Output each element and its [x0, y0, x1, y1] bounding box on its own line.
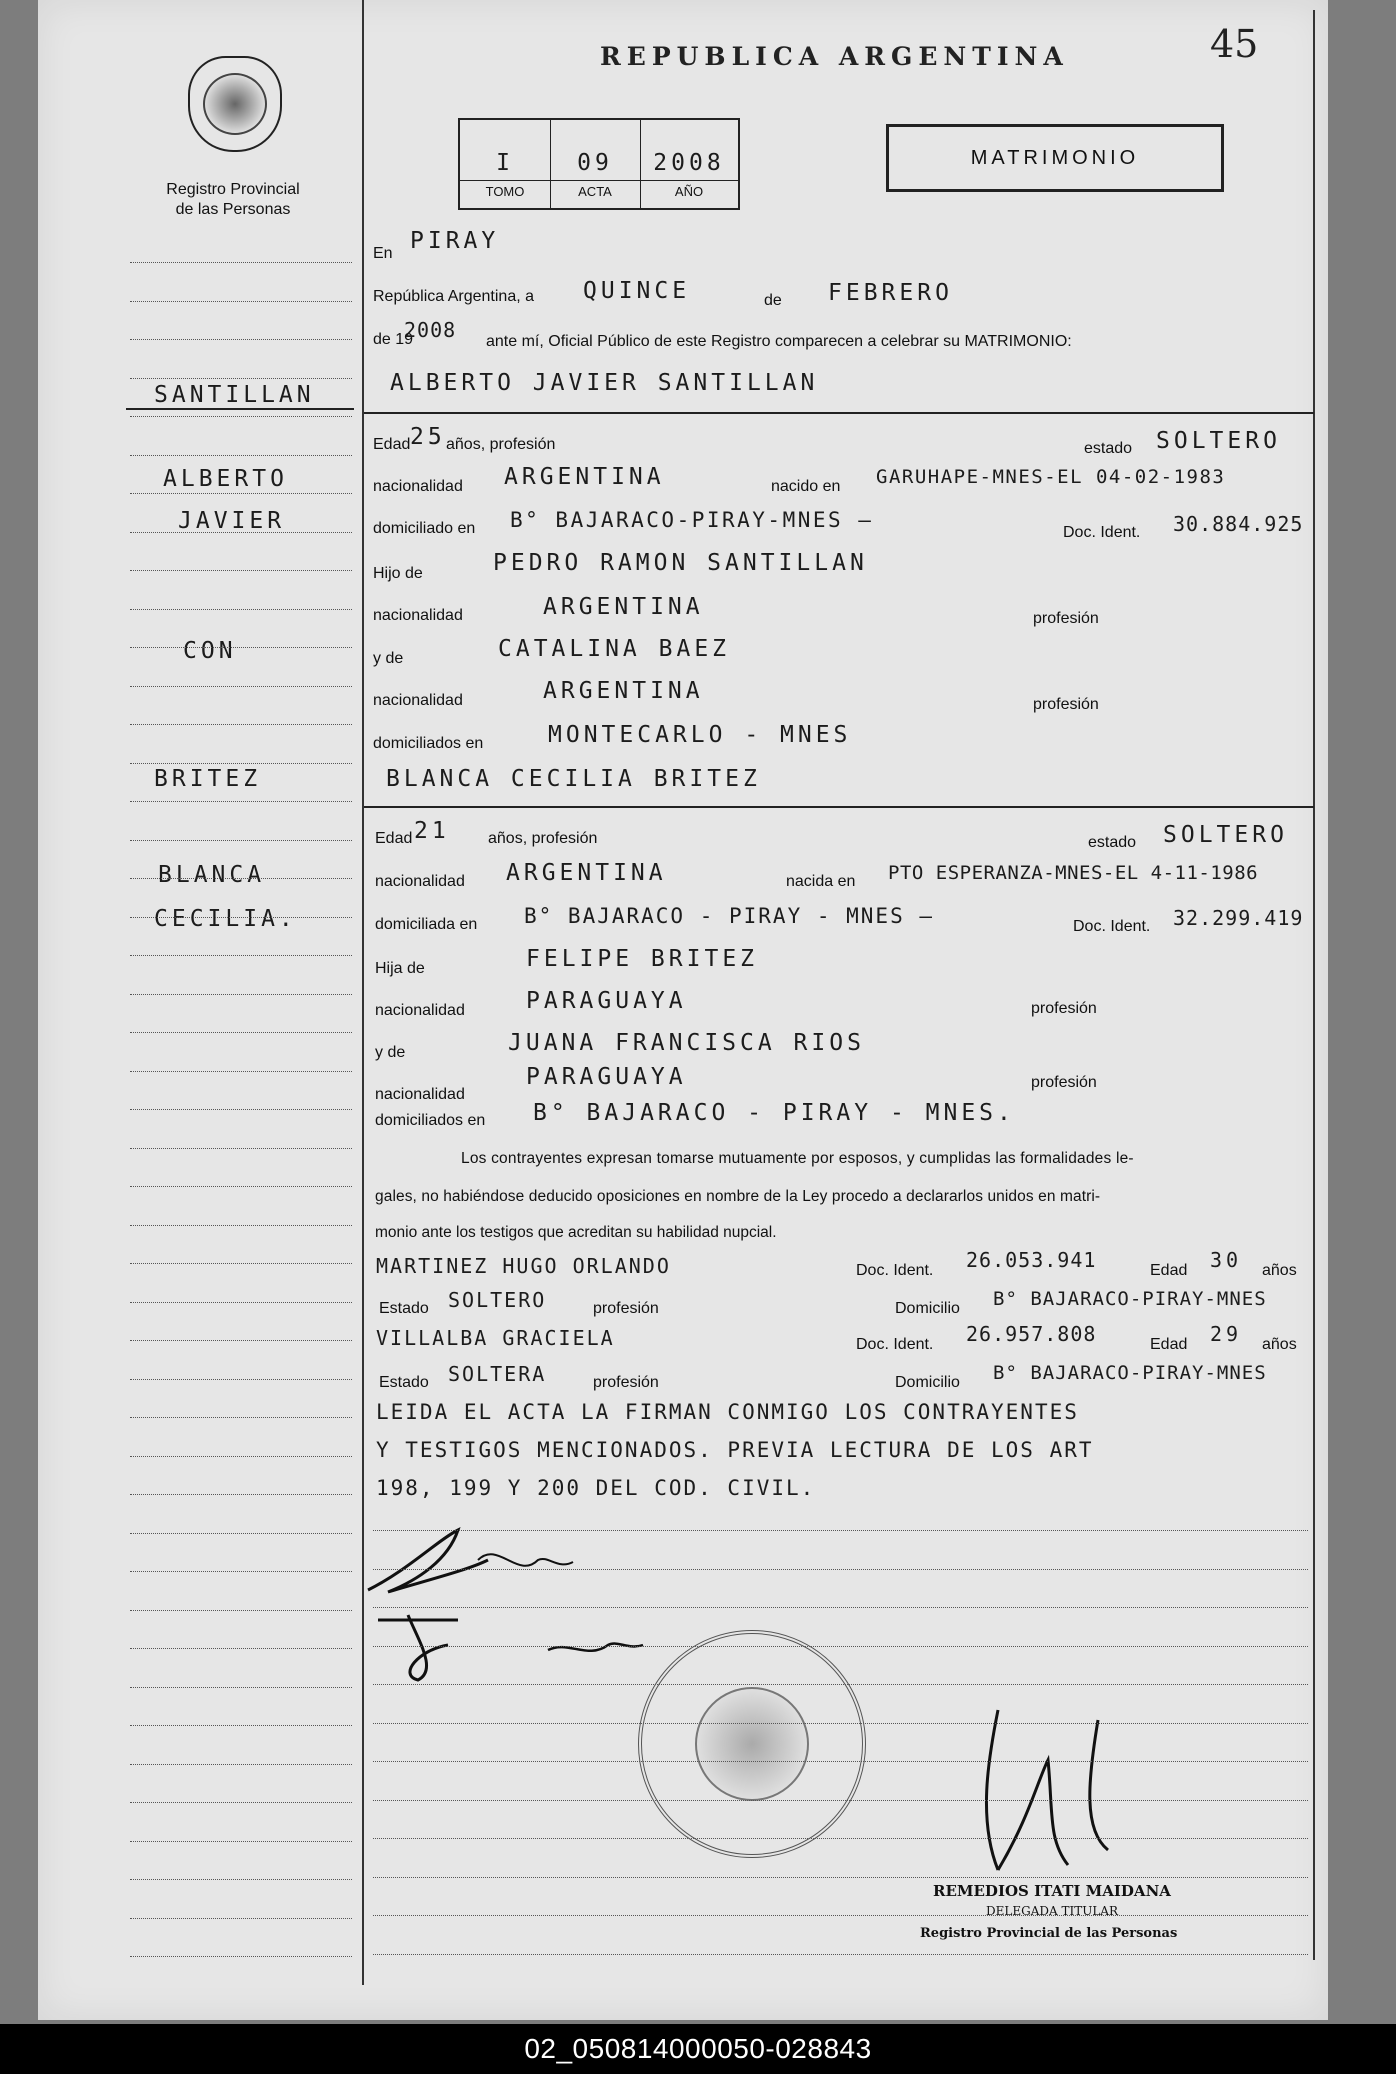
witness1-dom-label: Domicilio: [895, 1300, 960, 1317]
bride-domicilio: B° BAJARACO - PIRAY - MNES —: [524, 904, 935, 928]
bride-doc: 32.299.419: [1173, 906, 1304, 930]
country-title: REPUBLICA ARGENTINA: [600, 42, 1069, 71]
body-rule: [373, 1569, 1308, 1571]
republica-label: República Argentina, a: [373, 288, 534, 305]
scan-id-footer: 02_050814000050-028843: [0, 2024, 1396, 2074]
margin-rule: [130, 570, 352, 572]
document-type: MATRIMONIO: [970, 146, 1140, 169]
margin-rule: [130, 1918, 352, 1920]
groom-estado: SOLTERO: [1156, 428, 1281, 454]
margin-rule: [130, 1533, 352, 1535]
groom-madre-nac-label: nacionalidad: [373, 692, 463, 709]
acta-label: ACTA: [578, 184, 612, 199]
witness1-domicilio: B° BAJARACO-PIRAY-MNES: [993, 1288, 1267, 1310]
margin-rule: [130, 686, 352, 688]
day: QUINCE: [583, 278, 691, 304]
official-org: Registro Provincial de las Personas: [920, 1926, 1178, 1941]
margin-rule: [130, 262, 352, 264]
witness2-name: VILLALBA GRACIELA: [376, 1326, 615, 1350]
month: FEBRERO: [828, 280, 953, 306]
groom-edad-label: Edad: [373, 436, 411, 453]
body-rule: [373, 1838, 1308, 1840]
margin-con: CON: [183, 638, 237, 664]
body-rule: [373, 1530, 1308, 1532]
margin-rule: [130, 1032, 352, 1034]
witness1-estado: SOLTERO: [448, 1288, 547, 1312]
margin-rule: [130, 1263, 352, 1265]
witness2-edad-label: Edad: [1150, 1336, 1188, 1353]
body-rule: [373, 1607, 1308, 1609]
witness1-prof-label: profesión: [593, 1300, 659, 1317]
groom-edad: 25: [410, 424, 446, 450]
body-rule: [373, 1915, 1308, 1917]
margin-rule: [130, 763, 352, 765]
groom-nacionalidad: ARGENTINA: [504, 464, 665, 490]
witness1-anios-label: años: [1262, 1262, 1297, 1279]
witness2-domicilio: B° BAJARACO-PIRAY-MNES: [993, 1362, 1267, 1384]
registry-seal-icon: [188, 56, 282, 152]
en-label: En: [373, 245, 393, 262]
margin-rule: [130, 1879, 352, 1881]
closing-line-1: LEIDA EL ACTA LA FIRMAN CONMIGO LOS CONTRAYENTES: [376, 1400, 1079, 1424]
groom-padre-nac-label: nacionalidad: [373, 607, 463, 624]
groom-nacido-label: nacido en: [771, 478, 841, 495]
bride-yde-label: y de: [375, 1044, 406, 1061]
margin-rule: [130, 416, 352, 418]
page-number: 45: [1210, 22, 1259, 66]
margin-rule: [130, 1071, 352, 1073]
right-border: [1313, 10, 1315, 1960]
body-rule: [373, 1954, 1308, 1956]
bride-nacida-label: nacida en: [786, 873, 856, 890]
body-rule: [373, 1646, 1308, 1648]
margin-name2: JAVIER: [178, 508, 286, 534]
bride-padre-prof-label: profesión: [1031, 1000, 1097, 1017]
bride-nacida: PTO ESPERANZA-MNES-EL 4-11-1986: [888, 862, 1259, 884]
document-type-box: [886, 124, 1224, 192]
registry-number-box: [458, 118, 740, 210]
margin-rule: [130, 917, 352, 919]
witness2-anios-label: años: [1262, 1336, 1297, 1353]
margin-rule: [130, 1109, 352, 1111]
margin-rule: [130, 1379, 352, 1381]
groom-estado-label: estado: [1084, 440, 1133, 457]
margin-rule: [130, 1456, 352, 1458]
year: 2008: [404, 318, 457, 342]
margin-rule: [130, 1302, 352, 1304]
tomo-value: I: [496, 150, 514, 176]
margin-surname-bride: BRITEZ: [154, 766, 262, 792]
witness2-doc: 26.957.808: [966, 1322, 1097, 1346]
witness2-prof-label: profesión: [593, 1374, 659, 1391]
year-prefix: de 19: [373, 331, 414, 348]
body-line-3: monio ante los testigos que acreditan su habilidad nupcial.: [375, 1224, 777, 1241]
margin-rule: [130, 1417, 352, 1419]
groom-doc-label: Doc. Ident.: [1063, 524, 1141, 541]
official-stamp-icon: [638, 1630, 866, 1858]
groom-madre-nac: ARGENTINA: [543, 678, 704, 704]
groom-full-name: ALBERTO JAVIER SANTILLAN: [390, 370, 819, 396]
place: PIRAY: [410, 228, 500, 254]
groom-padre-prof-label: profesión: [1033, 610, 1099, 627]
margin-name1: ALBERTO: [163, 466, 288, 492]
groom-madre-prof-label: profesión: [1033, 696, 1099, 713]
bride-doc-label: Doc. Ident.: [1073, 918, 1151, 935]
witness1-doc-label: Doc. Ident.: [856, 1262, 934, 1279]
bride-madre-nac-label: nacionalidad: [375, 1086, 465, 1103]
official-title: DELEGADA TITULAR: [986, 1904, 1118, 1918]
tomo-label: TOMO: [485, 184, 525, 199]
witness2-estado-label: Estado: [379, 1374, 429, 1391]
bride-full-name: BLANCA CECILIA BRITEZ: [386, 766, 761, 792]
margin-rule: [130, 1725, 352, 1727]
groom-doms-label: domiciliados en: [373, 735, 484, 752]
witness2-estado: SOLTERA: [448, 1362, 547, 1386]
witness1-edad: 30: [1210, 1248, 1243, 1272]
margin-rule: [130, 955, 352, 957]
margin-rule: [130, 378, 352, 380]
groom-dom-label: domiciliado en: [373, 520, 476, 537]
body-rule: [373, 1723, 1308, 1725]
bride-dom-label: domiciliada en: [375, 916, 478, 933]
bride-nacionalidad: ARGENTINA: [506, 860, 667, 886]
body-rule: [373, 1877, 1308, 1879]
margin-rule: [130, 878, 352, 880]
bride-madre: JUANA FRANCISCA RIOS: [508, 1030, 865, 1056]
bride-padre-nac-label: nacionalidad: [375, 1002, 465, 1019]
margin-surname-groom: SANTILLAN: [154, 382, 315, 408]
witness2-doc-label: Doc. Ident.: [856, 1336, 934, 1353]
groom-padre-nac: ARGENTINA: [543, 594, 704, 620]
groom-nac-label: nacionalidad: [373, 478, 463, 495]
margin-rule: [130, 1148, 352, 1150]
bride-edad-label: Edad: [375, 830, 413, 847]
bride-padre: FELIPE BRITEZ: [526, 946, 759, 972]
year-suffix: ante mí, Oficial Público de este Registro comparecen a celebrar su MATRIMONIO:: [486, 333, 1072, 350]
body-rule: [373, 1761, 1308, 1763]
body-rule: [373, 1684, 1308, 1686]
margin-rule: [130, 1648, 352, 1650]
bride-madre-prof-label: profesión: [1031, 1074, 1097, 1091]
margin-rule: [130, 1841, 352, 1843]
body-line-1: Los contrayentes expresan tomarse mutuamente por esposos, y cumplidas las formalidades le-: [461, 1150, 1134, 1167]
body-rule: [373, 1800, 1308, 1802]
groom-yde-label: y de: [373, 650, 404, 667]
groom-nacido: GARUHAPE-MNES-EL 04-02-1983: [876, 466, 1226, 488]
margin-rule: [130, 1571, 352, 1573]
closing-line-3: 198, 199 Y 200 DEL COD. CIVIL.: [376, 1476, 816, 1500]
official-name: REMEDIOS ITATI MAIDANA: [933, 1882, 1171, 1900]
margin-rule: [130, 647, 352, 649]
bride-estado: SOLTERO: [1163, 822, 1288, 848]
margin-rule: [130, 1186, 352, 1188]
margin-rule: [130, 1687, 352, 1689]
anio-label: AÑO: [674, 184, 704, 199]
bride-nac-label: nacionalidad: [375, 873, 465, 890]
margin-rule: [130, 1494, 352, 1496]
margin-rule: [130, 1340, 352, 1342]
bride-estado-label: estado: [1088, 834, 1137, 851]
margin-rule: [130, 609, 352, 611]
margin-rule: [130, 840, 352, 842]
margin-rule: [130, 455, 352, 457]
bride-doms-label: domiciliados en: [375, 1112, 486, 1129]
witness1-doc: 26.053.941: [966, 1248, 1097, 1272]
registry-name: Registro Provincial de las Personas: [166, 181, 300, 218]
groom-domicilio: B° BAJARACO-PIRAY-MNES —: [510, 508, 874, 532]
margin-rule: [130, 1225, 352, 1227]
margin-rule: [130, 1764, 352, 1766]
groom-padres-dom: MONTECARLO - MNES: [548, 722, 852, 748]
de-label: de: [764, 292, 782, 309]
margin-rule: [130, 1956, 352, 1958]
groom-hijo-label: Hijo de: [373, 565, 423, 582]
acta-value: 09: [577, 150, 613, 176]
official-signature-graphic: [938, 1700, 1198, 1880]
margin-rule: [130, 339, 352, 341]
bride-hija-label: Hija de: [375, 960, 425, 977]
margin-bride2: CECILIA.: [154, 906, 297, 932]
witness1-estado-label: Estado: [379, 1300, 429, 1317]
bride-madre-nac: PARAGUAYA: [526, 1064, 687, 1090]
margin-rule: [130, 493, 352, 495]
groom-doc: 30.884.925: [1173, 512, 1304, 536]
anio-value: 2008: [653, 150, 725, 176]
margin-rule: [130, 724, 352, 726]
margin-rule: [130, 1802, 352, 1804]
margin-rule: [130, 301, 352, 303]
margin-rule: [130, 801, 352, 803]
closing-line-2: Y TESTIGOS MENCIONADOS. PREVIA LECTURA DE LOS ART: [376, 1438, 1094, 1462]
margin-rule: [130, 994, 352, 996]
witness2-dom-label: Domicilio: [895, 1374, 960, 1391]
margin-bride1: BLANCA: [158, 862, 266, 888]
certificate-page: [38, 0, 1328, 2020]
witness1-name: MARTINEZ HUGO ORLANDO: [376, 1254, 671, 1278]
witness2-edad: 29: [1210, 1322, 1243, 1346]
witness1-edad-label: Edad: [1150, 1262, 1188, 1279]
bride-padres-dom: B° BAJARACO - PIRAY - MNES.: [533, 1100, 1015, 1126]
body-line-2: gales, no habiéndose deducido oposiciones en nombre de la Ley procedo a declararlos unidos en matri-: [375, 1188, 1101, 1205]
bride-padre-nac: PARAGUAYA: [526, 988, 687, 1014]
bride-profesion-label: años, profesión: [488, 830, 598, 847]
groom-padre: PEDRO RAMON SANTILLAN: [493, 550, 868, 576]
margin-rule: [130, 532, 352, 534]
margin-rule: [130, 1610, 352, 1612]
bride-edad: 21: [414, 818, 450, 844]
groom-madre: CATALINA BAEZ: [498, 636, 731, 662]
groom-profesion-label: años, profesión: [446, 436, 556, 453]
